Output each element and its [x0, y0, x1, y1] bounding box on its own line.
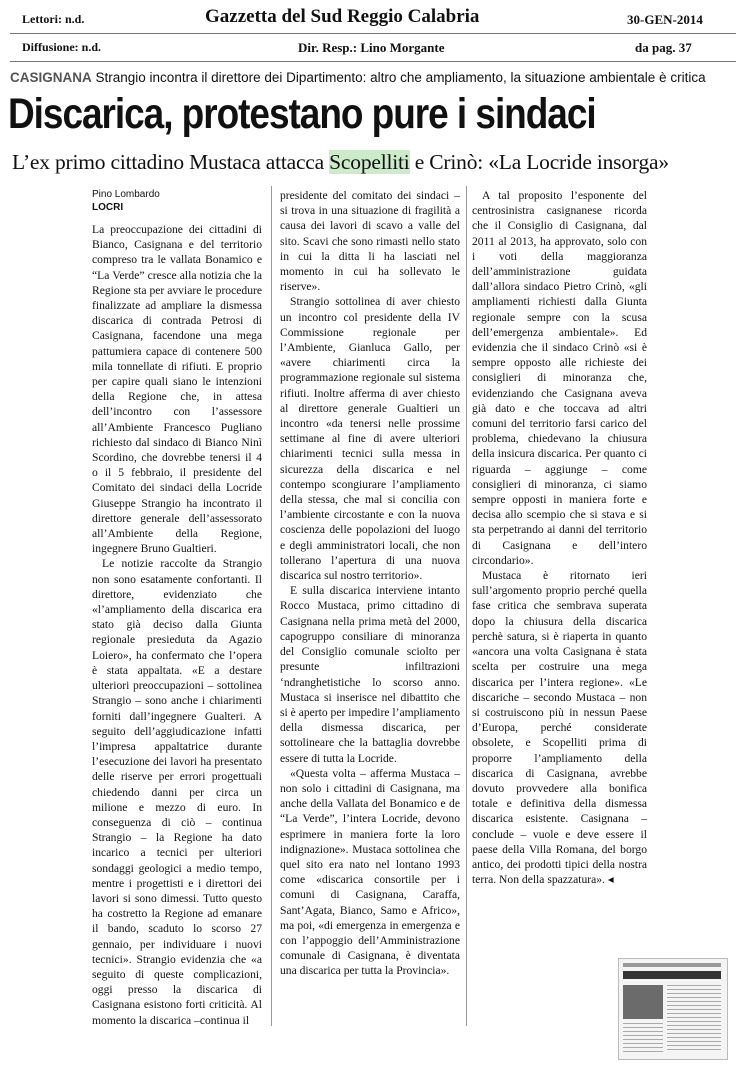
- dateline-city: LOCRI: [92, 202, 124, 213]
- byline: [92, 188, 160, 214]
- subhead-highlight: Scopelliti: [329, 150, 410, 174]
- circulation-label: Diffusione: n.d.: [22, 40, 102, 54]
- paragraph: Le notizie raccolte da Strangio non sono esatamente confortanti. Il direttore, evidenziato che «l’ampliamento della discarica era stato già deciso dalla Giunta regionale presieduta da Agazio Loiero», ha confermato che l’opera è stata appaltata. «E a destare ulteriori preoccupazioni – sottolinea Strangio – sono anche i chiarimenti forniti dall’ingegnere Gualteri. A seguito dell’aggiudicazione infatti l’impresa appaltatrice durante l’esecuzione dei lavori ha presentato delle riserve per errori progettuali chiedendo danni per circa un milione e mezzo di euro. In conseguenza di ciò – continua Strangio – la Regione ha dato incarico a tecnici per ulteriori sondaggi geologici a medio tempo, mentre i progettisti e i direttori dei lavori si sono dimessi. Tutto questo ha costretto la Regione ad emanare il bando, scaduto lo scorso 27 gennaio, per individuare i nuovi tecnici». Strangio evidenzia che «a seguito di queste complicazioni, oggi presso la discarica di Casignana esistono forti criticità. Al momento la discarica –continua il: [92, 557, 262, 1027]
- header-divider-bottom: [10, 61, 736, 62]
- newspaper-title: Gazzetta del Sud Reggio Calabria: [205, 6, 480, 27]
- column-divider: [271, 186, 272, 1026]
- article-headline: Discarica, protestano pure i sindaci: [8, 90, 596, 138]
- paragraph: A tal proposito l’esponente del centrosinistra casignanese ricorda che il Consiglio di Casignana, dal 2011 al 2013, ha approvato, solo con i voti della maggioranza dell’amministrazione guidata dall’allora sindaco Pietro Crinò, «gli ampliamenti richiesti dalla Giunta regionale sempre con la scusa dell’emergenza ambientale». Ed evidenzia che il sindaco Crinò «si è sempre opposto alle richieste dei consiglieri di minoranza che, evidenziando che Casignana aveva già dato e che toccava ad altri comuni del territorio farsi carico del problema, chiedevano la chiusura della insicura discarica. Per quanto ci riguarda – aggiunge – come consiglieri di minoranza, ci siamo sempre opposti in maniera forte e decisa allo scempio che si stava e si sta perpetrando ai danni del territorio di Casignana e dell’intero circondario».: [472, 189, 647, 567]
- page-thumbnail: [618, 958, 728, 1060]
- kicker-place: CASIGNANA: [10, 70, 92, 85]
- page-label: da pag. 37: [635, 40, 692, 55]
- header-divider: [10, 33, 736, 34]
- author-name: Pino Lombardo: [92, 189, 160, 200]
- article-column-2: [280, 188, 460, 979]
- subhead-after: e Crinò: «La Locride insorga»: [409, 150, 669, 174]
- kicker-text: Strangio incontra il direttore dei Dipartimento: altro che ampliamento, la situazione ambientale è critica: [91, 70, 706, 85]
- date-label: 30-GEN-2014: [627, 12, 703, 27]
- paragraph: «Questa volta – afferma Mustaca – non solo i cittadini di Casignana, ma anche della Vallata del Bonamico e de “La Verde”, l’intera Locride, devono esprimere in maniera forte la loro indignazione». Mustaca sottolinea che quel sito era nato nel lontano 1993 come «discarica consortile per i comuni di Casignana, Caraffa, Sant’Agata, Bianco, Samo e Africo», ma poi, «di emergenza in emergenza e con l’appoggio dell’Amministrazione comunale di Casignana, è diventata una discarica per tutta la Provincia».: [280, 766, 460, 978]
- paragraph: Strangio sottolinea di aver chiesto un incontro col presidente della IV Commissione regionale per l’Ambiente, Gianluca Gallo, per «avere chiarimenti circa la programmazione regionale sul sistema rifiuti. Inoltre afferma di aver chiesto al direttore generale Gualtieri un incontro «da tenersi nelle prossime settimane al fine di avere ulteriori chiarimenti tecnici sulla messa in sicurezza della discarica e nel contempo scongiurare l’ampliamento della stessa, che mal si concilia con l’ambiente circostante e con la nuova coscienza delle popolazioni del luogo e degli amministratori locali, che non tollerano l’apertura di una nuova discarica sul nostro territorio».: [280, 295, 460, 583]
- paragraph: La preoccupazione dei cittadini di Bianco, Casignana e del territorio compreso tra le vallata Bonamico e “La Verde” cresce alla notizia che la Regione sta per avviare le procedure finalizzate ad ampliare la dismessa discarica di contrada Petrosi di Casignana, facendone una mega pattumiera capace di contenere 500 mila tonnellate di rifiuti. E proprio per capire quali siano le intenzioni della Regione che, in attesa dell’incontro con l’assessore all’Ambiente Francesco Pugliano richiesto dal sindaco di Bianco Ninì Scordino, che dovrebbe tenersi il 4 o il 5 febbraio, il presidente del Comitato dei sindaci della Locride Giuseppe Strangio ha incontrato il direttore generale dell’assessorato all’Ambiente della Regione, ingegnere Bruno Gualtieri.: [92, 223, 262, 556]
- article-kicker: [10, 70, 730, 85]
- director-label: Dir. Resp.: Lino Morgante: [298, 40, 445, 55]
- column-divider: [466, 186, 467, 1026]
- article-column-1: [92, 222, 262, 1028]
- paragraph: presidente del comitato dei sindaci – si trova in una situazione di fragilità a causa dei lavori di scavo a valle del sito. Scavi che sono rimasti nello stato in cui la ditta li ha lasciati nel momento in cui ha sollevato le riserve».: [280, 189, 460, 294]
- article-subhead: [12, 150, 732, 175]
- article-column-3: [472, 188, 647, 887]
- readers-label: Lettori: n.d.: [22, 12, 85, 26]
- paragraph: Mustaca è ritornato ieri sull’argomento proprio perché quella fase critica che sembrava superata dopo la chiusura della discarica perchè satura, si è riaperta in quanto «ancora una volta Casignana è stata scelta per costruire una mega discarica per l’intera regione». «Le discariche – secondo Mustaca – non si costruiscono più in nessun Paese d’Europa, perché considerate obsolete, e Scopelliti prima di proporre l’ampliamento della discarica di Casignana, avrebbe dovuto provvedere alla bonifica totale e definitiva della dismessa discarica esistente. Casignana – conclude – vuole e deve essere il paese della Villa Romana, del borgo antico, dei prodotti tipici della nostra terra. Non della spazzatura». ◂: [472, 569, 647, 887]
- paragraph: E sulla discarica interviene intanto Rocco Mustaca, primo cittadino di Casignana nella prima metà del 2000, capogruppo consiliare di minoranza del Consiglio comunale sciolto per presunte infiltrazioni ‘ndranghetistiche lo scorso anno. Mustaca si inserisce nel dibattito che si è aperto per impedire l’ampliamento della dismessa discarica, per sottolineare che la battaglia dovrebbe essere di tutta la Locride.: [280, 584, 460, 765]
- subhead-before: L’ex primo cittadino Mustaca attacca: [12, 150, 330, 174]
